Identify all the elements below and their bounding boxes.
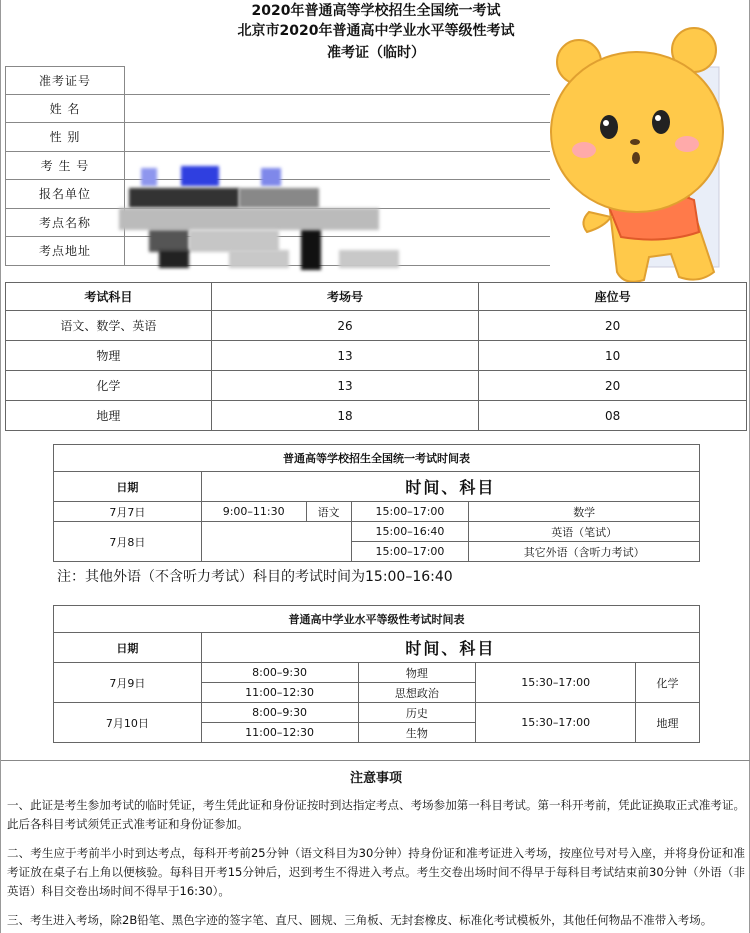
notice-paragraph-3: 三、考生进入考场，除2B铅笔、黑色字迹的签字笔、直尺、圆规、三角板、无封套橡皮、标准化考试模板外，其他任何物品不准带入考场。 [7,913,713,927]
notices-section [1,760,750,933]
table-row: 7月10日 8:00–9:30 历史 15:30–17:00 地理 [54,703,700,723]
title-line-2: 北京市2020年普通高中学业水平等级性考试 [237,23,515,39]
table-row: 15:00–17:00 其它外语（含听力考试） [54,542,700,562]
schedule-caption: 普通高中学业水平等级性考试时间表 [54,606,700,633]
info-label: 性 别 [5,123,125,152]
subject-table [5,282,747,431]
notices-title: 注意事项 [349,771,402,786]
table-header-row [6,283,747,311]
schedule-caption: 普通高等学校招生全国统一考试时间表 [54,445,700,472]
info-row-name [5,95,550,124]
info-row-gender [5,123,550,152]
title-line-1: 2020年普通高等学校招生全国统一考试 [251,3,501,19]
notice-paragraph-2: 二、考生应于考前半小时到达考点，每科开考前25分钟（语文科目为30分钟）持身份证和准考证进入考场，按座位号对号入座，并将身份证和准考证放在桌子右上角以便核验。每科目开考15分钟后，迟到考生不得进入考点。考生交卷出场时间不得早于每科目考试结束前30分钟（外语（非英语）科目交卷出场时间不得早于16:30）。 [7,846,745,898]
table-row: 7月9日 8:00–9:30 物理 15:30–17:00 化学 [54,663,700,683]
col-header-room: 考场号 [211,283,479,311]
time-subject-header: 时间、科目 [201,633,699,663]
table-row: 语文、数学、英语 26 20 [6,311,747,341]
date-header: 日期 [54,633,202,663]
col-header-subject: 考试科目 [6,283,212,311]
notice-paragraph-1: 一、此证是考生参加考试的临时凭证，考生凭此证和身份证按时到达指定考点、考场参加第一科目考试。第一科开考前，凭此证换取正式准考证。此后各科目考试须凭正式准考证和身份证参加。 [7,798,745,831]
table-row: 11:00–12:30 生物 [54,723,700,743]
table-row: 化学 13 20 [6,371,747,401]
info-label: 考点地址 [5,237,125,266]
time-subject-header: 时间、科目 [201,472,699,502]
table-row: 7月7日 9:00–11:30 语文 15:00–17:00 数学 [54,502,700,522]
table-row: 地理 18 08 [6,401,747,431]
table-row: 11:00–12:30 思想政治 [54,683,700,703]
academic-level-schedule-table [53,605,700,743]
col-header-seat: 座位号 [479,283,747,311]
bear-mascot-image [549,22,729,287]
info-label: 报名单位 [5,180,125,209]
date-header: 日期 [54,472,202,502]
title-line-3: 准考证（临时） [327,45,425,61]
info-label: 考点名称 [5,209,125,238]
table-row: 7月8日 15:00–16:40 英语（笔试） [54,522,700,542]
foreign-language-note: 注：其他外语（不含听力考试）科目的考试时间为15:00–16:40 [57,569,453,585]
info-label: 考 生 号 [5,152,125,181]
table-row: 物理 13 10 [6,341,747,371]
info-label: 准考证号 [5,66,125,95]
redacted-info [119,158,409,270]
gaokao-schedule-table [53,444,700,562]
info-row-ticket-number [5,66,550,95]
info-label: 姓 名 [5,95,125,124]
